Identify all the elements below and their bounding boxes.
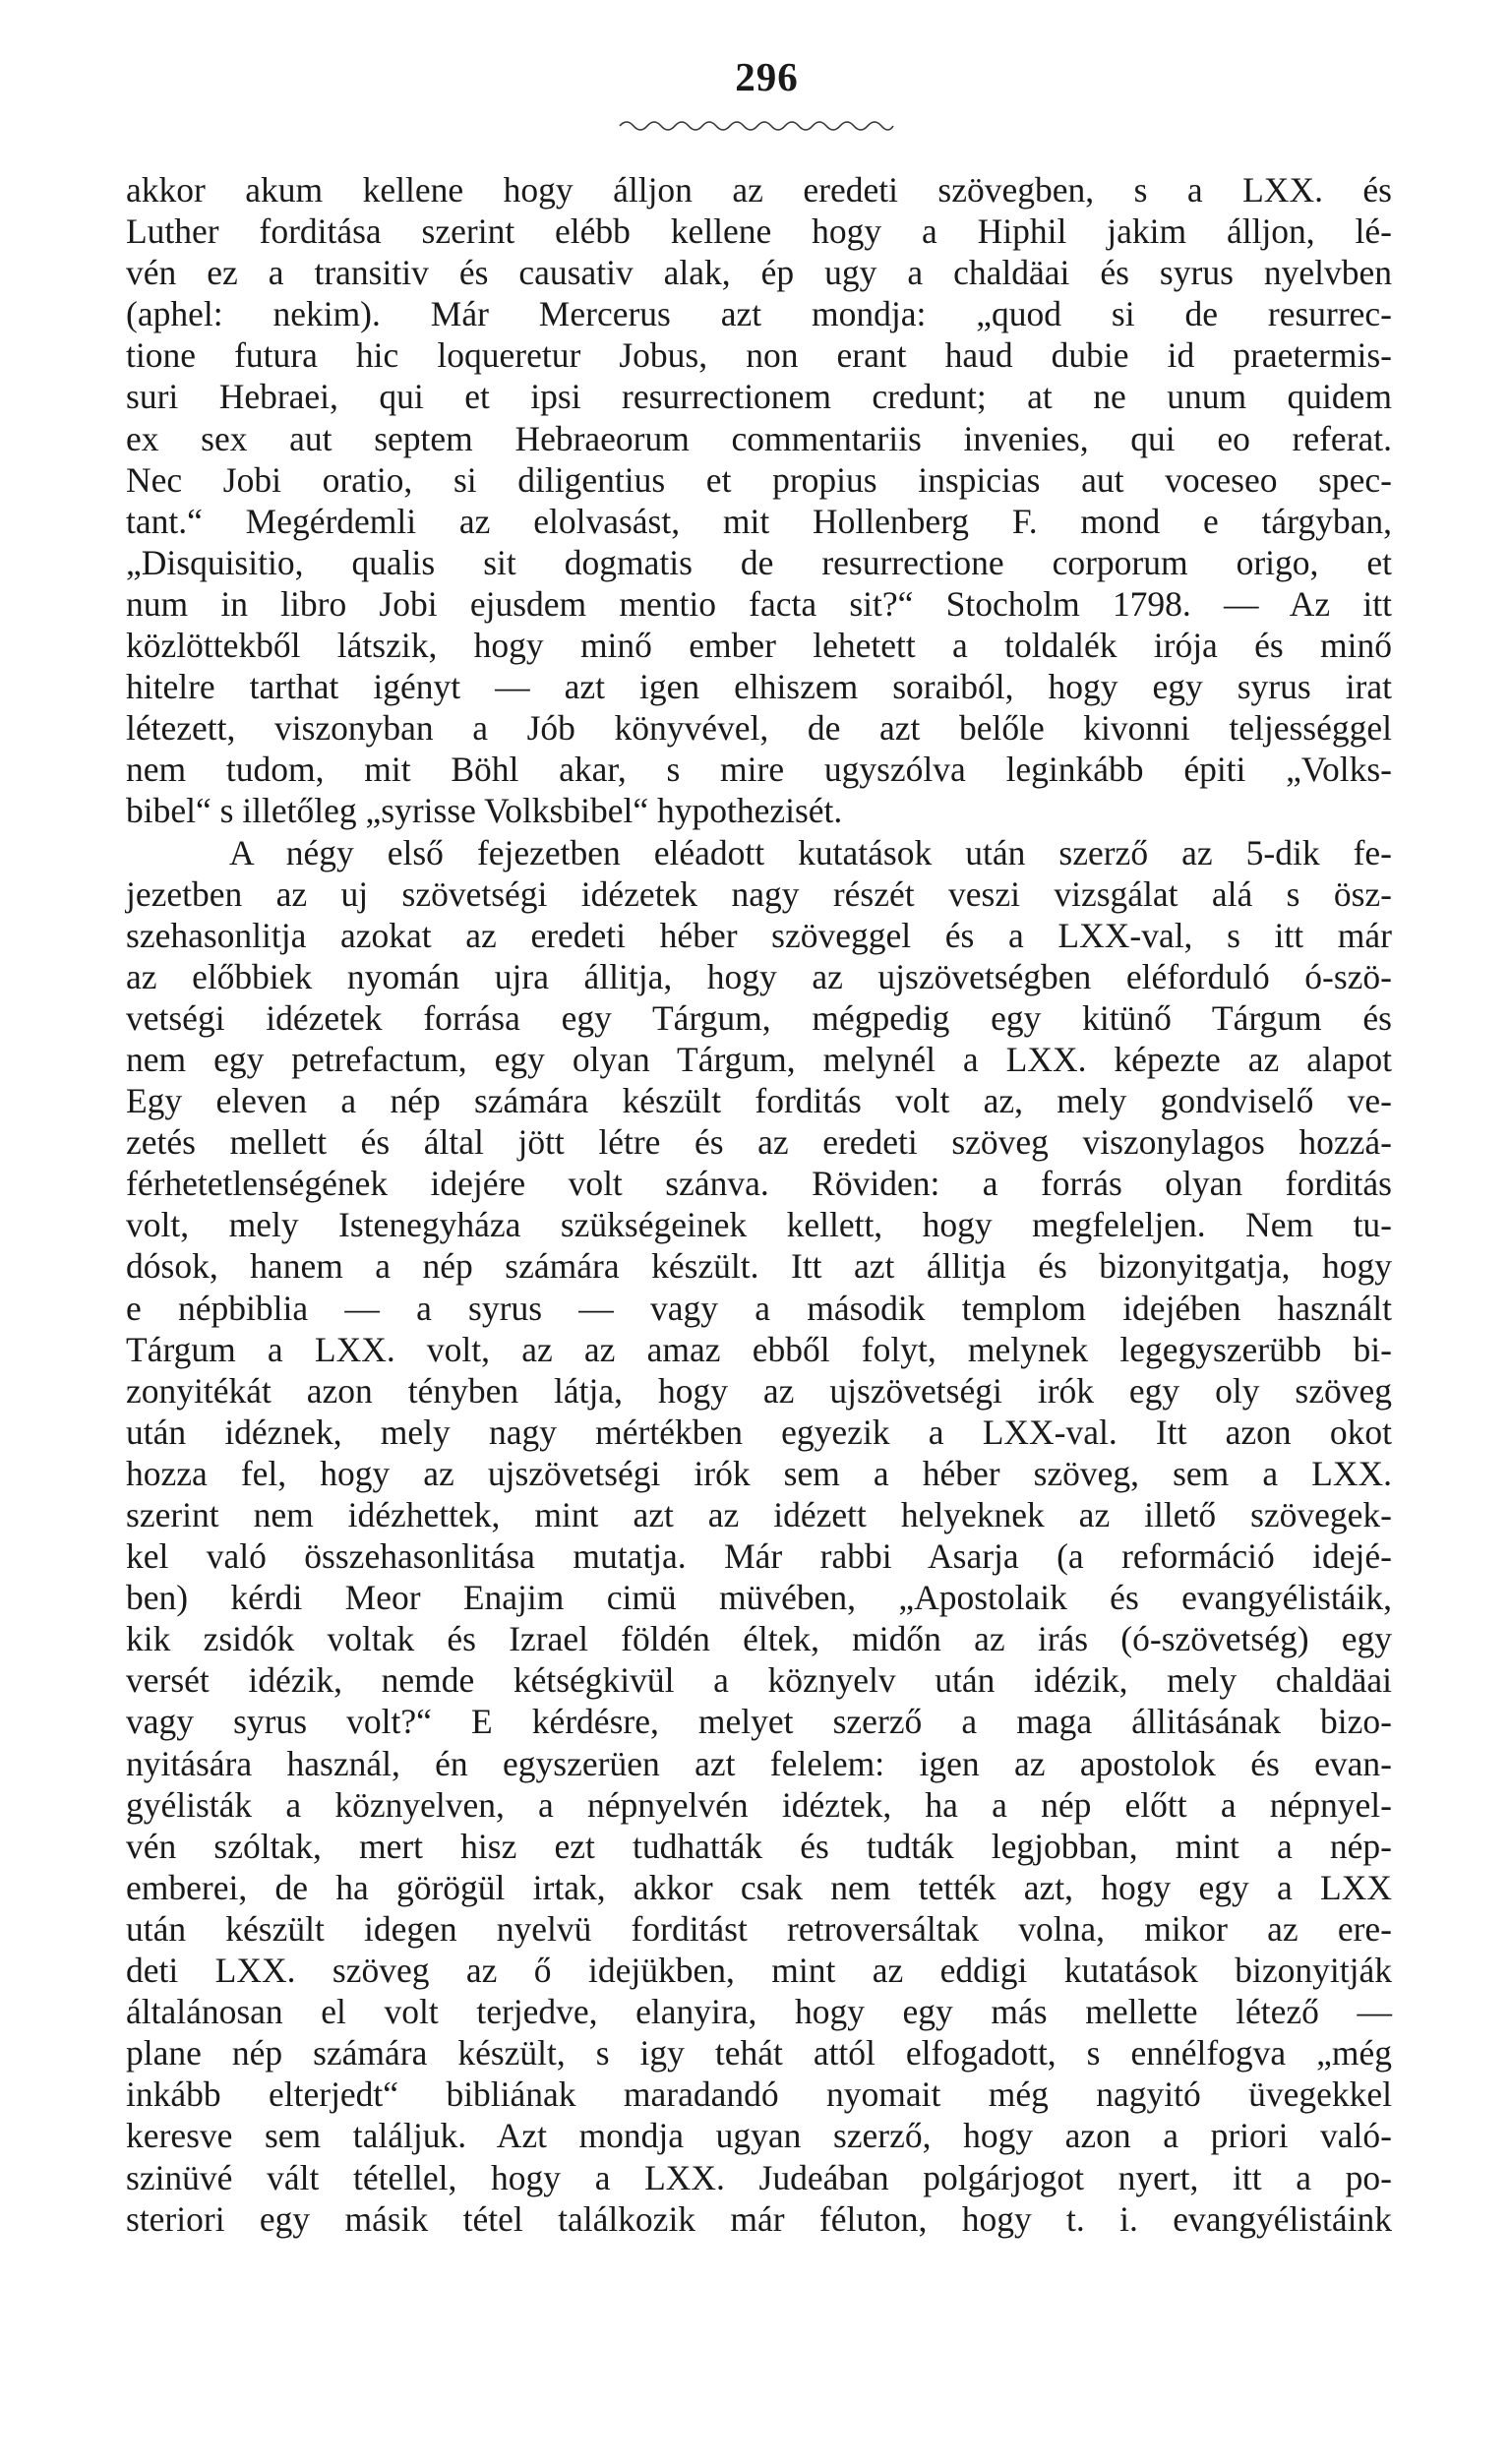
text-line-46: plane nép számára készült, s igy tehát attól elfogadott, s ennélfogva „még bbox=[126, 2033, 1392, 2073]
text-line-34: kel való összehasonlitása mutatja. Már rabbi Asarja (a reformáció idejé- bbox=[126, 1536, 1392, 1577]
text-line-28: e népbiblia — a syrus — vagy a második templom idejében használt bbox=[126, 1288, 1392, 1328]
text-line-30: zonyitékát azon tényben látja, hogy az ujszövetségi irók egy oly szöveg bbox=[126, 1370, 1392, 1411]
text-line-47: inkább elterjedt“ bibliának maradandó nyomait még nagyitó üvegekkel bbox=[126, 2074, 1392, 2115]
text-line-49: szinüvé vált tétellel, hogy a LXX. Judeában polgárjogot nyert, itt a po- bbox=[126, 2157, 1392, 2197]
body-text bbox=[126, 169, 1392, 2240]
text-line-3: vén ez a transitiv és causativ alak, ép ugy a chaldäai és syrus nyelvben bbox=[126, 253, 1392, 293]
text-line-21: vetségi idézetek forrása egy Tárgum, mégpedig egy kitünő Tárgum és bbox=[126, 997, 1392, 1038]
text-line-41: vén szóltak, mert hisz ezt tudhatták és tudták legjobban, mint a nép- bbox=[126, 1826, 1392, 1866]
text-line-20: az előbbiek nyomán ujra állitja, hogy az ujszövetségben eléforduló ó-szö- bbox=[126, 956, 1392, 996]
text-line-50: steriori egy másik tétel találkozik már féluton, hogy t. i. evangyélistáink bbox=[126, 2198, 1392, 2239]
text-line-5: tione futura hic loqueretur Jobus, non erant haud dubie id praetermis- bbox=[126, 335, 1392, 376]
text-line-29: Tárgum a LXX. volt, az az amaz ebből folyt, melynek legegyszerübb bi- bbox=[126, 1329, 1392, 1369]
text-line-40: gyélisták a köznyelven, a népnyelvén idéztek, ha a nép előtt a népnyel- bbox=[126, 1784, 1392, 1825]
text-line-4: (aphel: nekim). Már Mercerus azt mondja: „quod si de resurrec- bbox=[126, 294, 1392, 334]
text-line-11: num in libro Jobi ejusdem mentio facta sit?“ Stocholm 1798. — Az itt bbox=[126, 583, 1392, 624]
text-line-38: vagy syrus volt?“ E kérdésre, melyet szerző a maga állitásának bizo- bbox=[126, 1702, 1392, 1742]
text-line-7: ex sex aut septem Hebraeorum commentariis invenies, qui eo referat. bbox=[126, 418, 1392, 458]
text-line-25: férhetetlenségének idejére volt szánva. Röviden: a forrás olyan forditás bbox=[126, 1164, 1392, 1204]
text-line-16: bibel“ s illetőleg „syrisse Volksbibel“ hypothezisét. bbox=[126, 791, 843, 831]
text-line-37: versét idézik, nemde kétségkivül a köznyelv után idézik, mely chaldäai bbox=[126, 1660, 1392, 1701]
text-line-43: után készült idegen nyelvü forditást retroversáltak volna, mikor az ere- bbox=[126, 1908, 1392, 1949]
text-line-36: kik zsidók voltak és Izrael földén éltek, midőn az irás (ó-szövetség) egy bbox=[126, 1619, 1392, 1659]
text-line-13: hitelre tarthat igényt — azt igen elhiszem soraiból, hogy egy syrus irat bbox=[126, 667, 1392, 707]
text-line-2: Luther forditása szerint elébb kellene hogy a Hiphil jakim álljon, lé- bbox=[126, 211, 1392, 252]
text-line-1: akkor akum kellene hogy álljon az eredeti szövegben, s a LXX. és bbox=[126, 170, 1392, 210]
text-line-17: A négy első fejezetben eléadott kutatások után szerző az 5-dik fe- bbox=[229, 832, 1392, 872]
text-line-39: nyitására használ, én egyszerüen azt felelem: igen az apostolok és evan- bbox=[126, 1743, 1392, 1783]
text-line-8: Nec Jobi oratio, si diligentius et propius inspicias aut voceseo spec- bbox=[126, 459, 1392, 500]
page-header bbox=[0, 54, 1510, 99]
text-line-19: szehasonlitja azokat az eredeti héber szöveggel és a LXX-val, s itt már bbox=[126, 915, 1392, 955]
text-line-9: tant.“ Megérdemli az elolvasást, mit Hollenberg F. mond e tárgyban, bbox=[126, 501, 1392, 541]
text-line-10: „Disquisitio, qualis sit dogmatis de resurrectione corporum origo, et bbox=[126, 542, 1392, 582]
text-line-26: volt, mely Istenegyháza szükségeinek kellett, hogy megfeleljen. Nem tu- bbox=[126, 1205, 1392, 1245]
page-number: 296 bbox=[735, 54, 799, 99]
text-line-42: emberei, de ha görögül irtak, akkor csak nem tették azt, hogy egy a LXX bbox=[126, 1867, 1392, 1907]
text-line-44: deti LXX. szöveg az ő idejükben, mint az eddigi kutatások bizonyitják bbox=[126, 1951, 1392, 1991]
text-line-15: nem tudom, mit Böhl akar, s mire ugyszólva leginkább épiti „Volks- bbox=[126, 750, 1392, 790]
text-line-32: hozza fel, hogy az ujszövetségi irók sem a héber szöveg, sem a LXX. bbox=[126, 1453, 1392, 1493]
text-line-6: suri Hebraei, qui et ipsi resurrectionem credunt; at ne unum quidem bbox=[126, 377, 1392, 417]
text-line-22: nem egy petrefactum, egy olyan Tárgum, melynél a LXX. képezte az alapot bbox=[126, 1039, 1392, 1079]
text-line-24: zetés mellett és által jött létre és az eredeti szöveg viszonylagos hozzá- bbox=[126, 1122, 1392, 1163]
text-line-35: ben) kérdi Meor Enajim cimü müvében, „Apostolaik és evangyélistáik, bbox=[126, 1578, 1392, 1618]
text-line-45: általánosan el volt terjedve, elanyira, hogy egy más mellette létező — bbox=[126, 1992, 1392, 2032]
text-line-27: dósok, hanem a nép számára készült. Itt azt állitja és bizonyitgatja, hogy bbox=[126, 1246, 1392, 1287]
wavy-ornament-rule bbox=[618, 116, 895, 132]
text-line-12: közlöttekből látszik, hogy minő ember lehetett a toldalék irója és minő bbox=[126, 626, 1392, 666]
text-line-23: Egy eleven a nép számára készült forditás volt az, mely gondviselő ve- bbox=[126, 1081, 1392, 1121]
text-line-31: után idéznek, mely nagy mértékben egyezik a LXX-val. Itt azon okot bbox=[126, 1412, 1392, 1452]
text-line-18: jezetben az uj szövetségi idézetek nagy részét veszi vizsgálat alá s ösz- bbox=[126, 873, 1392, 914]
text-line-48: keresve sem találjuk. Azt mondja ugyan szerző, hogy azon a priori való- bbox=[126, 2116, 1392, 2156]
text-line-14: létezett, viszonyban a Jób könyvével, de azt belőle kivonni teljességgel bbox=[126, 708, 1392, 749]
text-line-33: szerint nem idézhettek, mint azt az idézett helyeknek az illető szövegek- bbox=[126, 1495, 1392, 1534]
